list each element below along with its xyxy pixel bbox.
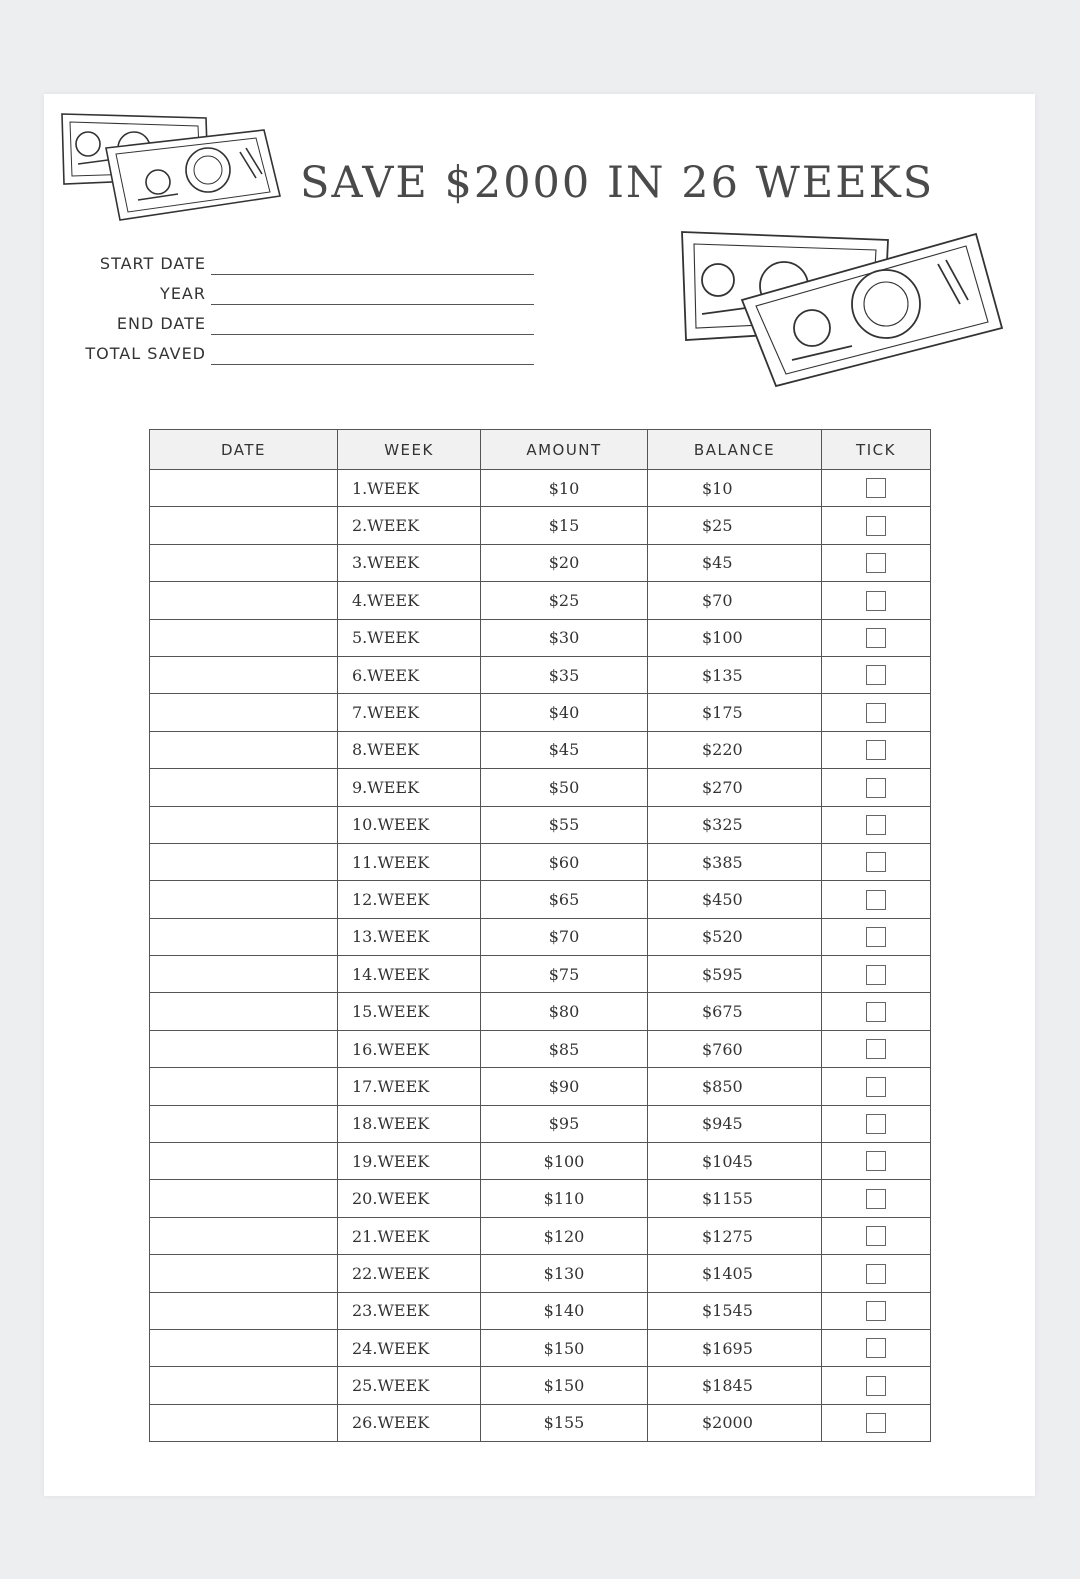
- column-header-balance: BALANCE: [648, 430, 822, 470]
- tick-checkbox[interactable]: [866, 740, 886, 760]
- week-cell: 13.WEEK: [338, 918, 481, 955]
- tick-checkbox[interactable]: [866, 665, 886, 685]
- date-cell[interactable]: [150, 656, 338, 693]
- table-row: [150, 731, 931, 768]
- tick-checkbox[interactable]: [866, 965, 886, 985]
- amount-cell: $70: [481, 918, 648, 955]
- week-cell: 1.WEEK: [338, 470, 481, 507]
- tick-checkbox[interactable]: [866, 890, 886, 910]
- week-cell: 19.WEEK: [338, 1143, 481, 1180]
- week-cell: 24.WEEK: [338, 1329, 481, 1366]
- amount-cell: $130: [481, 1255, 648, 1292]
- start-date-label: START DATE: [99, 254, 206, 273]
- tick-cell: [822, 656, 931, 693]
- table-row: [150, 806, 931, 843]
- date-cell[interactable]: [150, 1255, 338, 1292]
- tick-cell: [822, 1217, 931, 1254]
- amount-cell: $20: [481, 544, 648, 581]
- amount-cell: $25: [481, 582, 648, 619]
- amount-cell: $150: [481, 1329, 648, 1366]
- balance-cell: $10: [648, 470, 822, 507]
- balance-cell: $270: [648, 769, 822, 806]
- dollar-bills-icon: [676, 228, 1012, 400]
- week-cell: 2.WEEK: [338, 507, 481, 544]
- date-cell[interactable]: [150, 1068, 338, 1105]
- table-row: [150, 1292, 931, 1329]
- date-cell[interactable]: [150, 1217, 338, 1254]
- balance-cell: $1045: [648, 1143, 822, 1180]
- date-cell[interactable]: [150, 956, 338, 993]
- date-cell[interactable]: [150, 1105, 338, 1142]
- amount-cell: $50: [481, 769, 648, 806]
- tick-cell: [822, 1180, 931, 1217]
- date-cell[interactable]: [150, 1030, 338, 1067]
- amount-cell: $75: [481, 956, 648, 993]
- tick-checkbox[interactable]: [866, 703, 886, 723]
- tick-checkbox[interactable]: [866, 516, 886, 536]
- tick-cell: [822, 843, 931, 880]
- table-row: [150, 544, 931, 581]
- table-row: [150, 470, 931, 507]
- week-cell: 23.WEEK: [338, 1292, 481, 1329]
- tick-cell: [822, 544, 931, 581]
- table-row: [150, 993, 931, 1030]
- table-row: [150, 1030, 931, 1067]
- balance-cell: $2000: [648, 1404, 822, 1441]
- date-cell[interactable]: [150, 993, 338, 1030]
- table-row: [150, 881, 931, 918]
- column-header-week: WEEK: [338, 430, 481, 470]
- page-title: SAVE $2000 IN 26 WEEKS: [300, 158, 935, 208]
- savings-table-wrap: [149, 429, 931, 1442]
- week-cell: 11.WEEK: [338, 843, 481, 880]
- tick-cell: [822, 619, 931, 656]
- balance-cell: $1275: [648, 1217, 822, 1254]
- end-date-line[interactable]: [211, 334, 534, 335]
- tick-cell: [822, 918, 931, 955]
- end-date-field[interactable]: [66, 308, 526, 338]
- date-cell[interactable]: [150, 769, 338, 806]
- total-saved-label: TOTAL SAVED: [85, 344, 206, 363]
- table-row: [150, 956, 931, 993]
- table-row: [150, 1217, 931, 1254]
- tick-checkbox[interactable]: [866, 1376, 886, 1396]
- date-cell[interactable]: [150, 806, 338, 843]
- week-cell: 6.WEEK: [338, 656, 481, 693]
- tick-checkbox[interactable]: [866, 852, 886, 872]
- table-row: [150, 1255, 931, 1292]
- column-header-amount: AMOUNT: [481, 430, 648, 470]
- date-cell[interactable]: [150, 694, 338, 731]
- tick-checkbox[interactable]: [866, 1226, 886, 1246]
- amount-cell: $15: [481, 507, 648, 544]
- amount-cell: $95: [481, 1105, 648, 1142]
- tick-checkbox[interactable]: [866, 628, 886, 648]
- dollar-bills-icon: [58, 108, 288, 226]
- balance-cell: $1545: [648, 1292, 822, 1329]
- amount-cell: $40: [481, 694, 648, 731]
- tick-checkbox[interactable]: [866, 927, 886, 947]
- date-cell[interactable]: [150, 507, 338, 544]
- week-cell: 22.WEEK: [338, 1255, 481, 1292]
- week-cell: 15.WEEK: [338, 993, 481, 1030]
- table-row: [150, 1143, 931, 1180]
- tick-cell: [822, 1105, 931, 1142]
- amount-cell: $55: [481, 806, 648, 843]
- balance-cell: $850: [648, 1068, 822, 1105]
- balance-cell: $945: [648, 1105, 822, 1142]
- tick-checkbox[interactable]: [866, 1151, 886, 1171]
- tick-checkbox[interactable]: [866, 591, 886, 611]
- tick-checkbox[interactable]: [866, 1413, 886, 1433]
- tick-checkbox[interactable]: [866, 478, 886, 498]
- table-row: [150, 656, 931, 693]
- tick-cell: [822, 507, 931, 544]
- amount-cell: $45: [481, 731, 648, 768]
- tick-checkbox[interactable]: [866, 1264, 886, 1284]
- balance-cell: $450: [648, 881, 822, 918]
- tick-cell: [822, 881, 931, 918]
- tick-cell: [822, 993, 931, 1030]
- balance-cell: $220: [648, 731, 822, 768]
- savings-sheet: [44, 94, 1035, 1496]
- tick-checkbox[interactable]: [866, 815, 886, 835]
- tick-checkbox[interactable]: [866, 553, 886, 573]
- week-cell: 18.WEEK: [338, 1105, 481, 1142]
- tick-cell: [822, 1030, 931, 1067]
- table-row: [150, 582, 931, 619]
- balance-cell: $520: [648, 918, 822, 955]
- week-cell: 8.WEEK: [338, 731, 481, 768]
- amount-cell: $150: [481, 1367, 648, 1404]
- balance-cell: $45: [648, 544, 822, 581]
- table-row: [150, 769, 931, 806]
- week-cell: 10.WEEK: [338, 806, 481, 843]
- amount-cell: $60: [481, 843, 648, 880]
- tick-checkbox[interactable]: [866, 1077, 886, 1097]
- balance-cell: $385: [648, 843, 822, 880]
- tick-checkbox[interactable]: [866, 1039, 886, 1059]
- week-cell: 20.WEEK: [338, 1180, 481, 1217]
- table-header-row: [150, 430, 931, 470]
- amount-cell: $110: [481, 1180, 648, 1217]
- tick-checkbox[interactable]: [866, 1189, 886, 1209]
- total-saved-line[interactable]: [211, 364, 534, 365]
- amount-cell: $90: [481, 1068, 648, 1105]
- balance-cell: $100: [648, 619, 822, 656]
- tick-cell: [822, 1404, 931, 1441]
- tick-cell: [822, 806, 931, 843]
- date-cell[interactable]: [150, 731, 338, 768]
- start-date-field[interactable]: [66, 248, 526, 278]
- table-row: [150, 1068, 931, 1105]
- amount-cell: $65: [481, 881, 648, 918]
- table-row: [150, 507, 931, 544]
- tick-cell: [822, 1068, 931, 1105]
- table-row: [150, 1404, 931, 1441]
- balance-cell: $675: [648, 993, 822, 1030]
- tick-checkbox[interactable]: [866, 1002, 886, 1022]
- balance-cell: $25: [648, 507, 822, 544]
- table-row: [150, 1105, 931, 1142]
- table-row: [150, 1329, 931, 1366]
- tick-cell: [822, 731, 931, 768]
- year-line[interactable]: [211, 304, 534, 305]
- balance-cell: $595: [648, 956, 822, 993]
- balance-cell: $325: [648, 806, 822, 843]
- date-cell[interactable]: [150, 881, 338, 918]
- table-row: [150, 843, 931, 880]
- tick-checkbox[interactable]: [866, 778, 886, 798]
- week-cell: 7.WEEK: [338, 694, 481, 731]
- amount-cell: $140: [481, 1292, 648, 1329]
- date-cell[interactable]: [150, 544, 338, 581]
- tick-cell: [822, 470, 931, 507]
- week-cell: 25.WEEK: [338, 1367, 481, 1404]
- week-cell: 3.WEEK: [338, 544, 481, 581]
- tick-checkbox[interactable]: [866, 1338, 886, 1358]
- tick-cell: [822, 582, 931, 619]
- table-row: [150, 694, 931, 731]
- tick-cell: [822, 1329, 931, 1366]
- header-fields: [66, 248, 526, 368]
- tick-checkbox[interactable]: [866, 1114, 886, 1134]
- balance-cell: $1845: [648, 1367, 822, 1404]
- balance-cell: $1155: [648, 1180, 822, 1217]
- tick-cell: [822, 1255, 931, 1292]
- balance-cell: $135: [648, 656, 822, 693]
- balance-cell: $1695: [648, 1329, 822, 1366]
- total-saved-field[interactable]: [66, 338, 526, 368]
- column-header-date: DATE: [150, 430, 338, 470]
- amount-cell: $80: [481, 993, 648, 1030]
- date-cell[interactable]: [150, 582, 338, 619]
- week-cell: 16.WEEK: [338, 1030, 481, 1067]
- tick-cell: [822, 769, 931, 806]
- balance-cell: $760: [648, 1030, 822, 1067]
- week-cell: 9.WEEK: [338, 769, 481, 806]
- week-cell: 17.WEEK: [338, 1068, 481, 1105]
- column-header-tick: TICK: [822, 430, 931, 470]
- tick-cell: [822, 1143, 931, 1180]
- date-cell[interactable]: [150, 1404, 338, 1441]
- balance-cell: $70: [648, 582, 822, 619]
- end-date-label: END DATE: [116, 314, 206, 333]
- week-cell: 5.WEEK: [338, 619, 481, 656]
- amount-cell: $85: [481, 1030, 648, 1067]
- tick-cell: [822, 956, 931, 993]
- week-cell: 26.WEEK: [338, 1404, 481, 1441]
- date-cell[interactable]: [150, 918, 338, 955]
- date-cell[interactable]: [150, 619, 338, 656]
- date-cell[interactable]: [150, 470, 338, 507]
- date-cell[interactable]: [150, 1180, 338, 1217]
- week-cell: 21.WEEK: [338, 1217, 481, 1254]
- table-row: [150, 619, 931, 656]
- amount-cell: $100: [481, 1143, 648, 1180]
- tick-cell: [822, 1292, 931, 1329]
- balance-cell: $175: [648, 694, 822, 731]
- table-row: [150, 918, 931, 955]
- year-field[interactable]: [66, 278, 526, 308]
- start-date-line[interactable]: [211, 274, 534, 275]
- week-cell: 4.WEEK: [338, 582, 481, 619]
- balance-cell: $1405: [648, 1255, 822, 1292]
- week-cell: 14.WEEK: [338, 956, 481, 993]
- table-row: [150, 1180, 931, 1217]
- amount-cell: $155: [481, 1404, 648, 1441]
- amount-cell: $120: [481, 1217, 648, 1254]
- year-label: YEAR: [160, 284, 206, 303]
- tick-cell: [822, 1367, 931, 1404]
- amount-cell: $30: [481, 619, 648, 656]
- date-cell[interactable]: [150, 843, 338, 880]
- tick-checkbox[interactable]: [866, 1301, 886, 1321]
- amount-cell: $35: [481, 656, 648, 693]
- savings-table: [149, 429, 931, 1442]
- table-row: [150, 1367, 931, 1404]
- week-cell: 12.WEEK: [338, 881, 481, 918]
- date-cell[interactable]: [150, 1367, 338, 1404]
- tick-cell: [822, 694, 931, 731]
- date-cell[interactable]: [150, 1292, 338, 1329]
- amount-cell: $10: [481, 470, 648, 507]
- date-cell[interactable]: [150, 1329, 338, 1366]
- date-cell[interactable]: [150, 1143, 338, 1180]
